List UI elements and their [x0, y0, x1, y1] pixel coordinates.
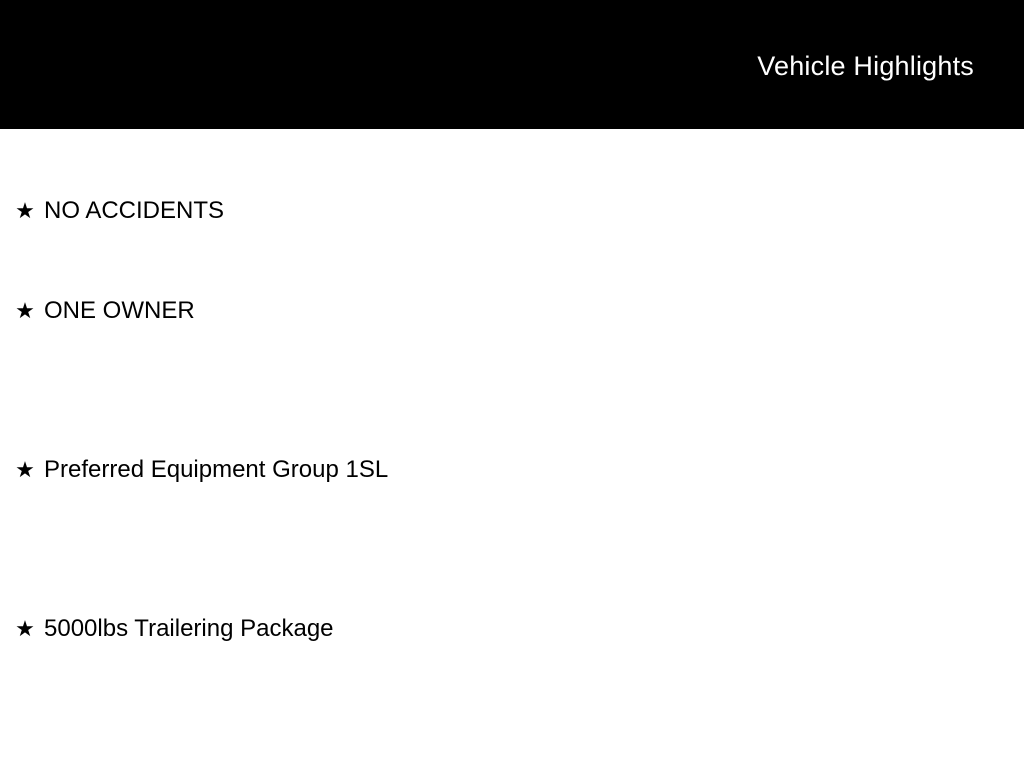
vehicle-highlights-list	[0, 129, 1024, 765]
star-icon: ★	[15, 457, 35, 482]
list-item	[0, 447, 1024, 606]
list-item	[0, 288, 1024, 447]
page-title: Vehicle Highlights	[757, 51, 974, 81]
star-icon: ★	[15, 298, 35, 323]
header-bar	[0, 0, 1024, 129]
list-item	[0, 606, 1024, 765]
list-item	[0, 129, 1024, 288]
highlight-label: Preferred Equipment Group 1SL	[44, 456, 389, 483]
star-icon: ★	[15, 616, 35, 641]
highlight-label: ONE OWNER	[44, 297, 195, 324]
star-icon: ★	[15, 198, 35, 223]
highlight-label: 5000lbs Trailering Package	[44, 615, 334, 642]
highlight-label: NO ACCIDENTS	[44, 197, 225, 224]
